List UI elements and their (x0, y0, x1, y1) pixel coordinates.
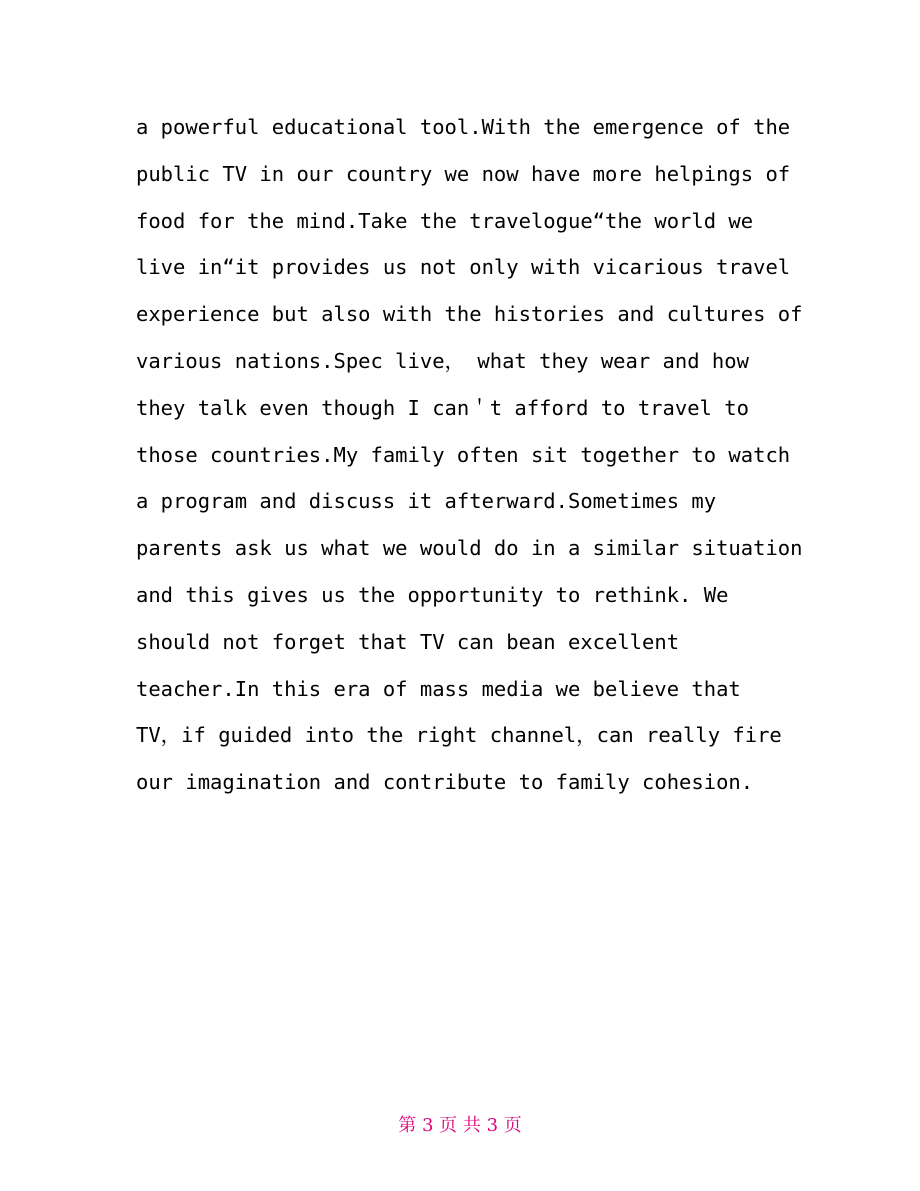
text-line: our imagination and contribute to family cohesion. (136, 770, 754, 795)
page-footer (0, 1112, 920, 1140)
text-line: various nations.Spec live， what they wear and how (136, 348, 749, 373)
text-line: they talk even though I can＇t afford to travel to (136, 395, 749, 420)
text-line: teacher.In this era of mass media we believe that (136, 676, 741, 701)
text-line: a powerful educational tool.With the emergence of the (136, 115, 791, 139)
text-line: a program and discuss it afterward.Sometimes my (136, 489, 717, 514)
text-line: parents ask us what we would do in a similar situation (136, 536, 803, 561)
text-line: live in“it provides us not only with vicarious travel (136, 255, 791, 280)
text-line: food for the mind.Take the travelogue“the world we (136, 208, 754, 233)
text-line: those countries.My family often sit together to watch (136, 442, 791, 467)
text-line: public TV in our country we now have more helpings of (136, 161, 791, 186)
page-number-label: 第 3 页 共 3 页 (398, 1115, 522, 1136)
text-line: should not forget that TV can bean excellent (136, 629, 680, 654)
text-line: and this gives us the opportunity to rethink. We (136, 582, 729, 607)
text-line: TV，if guided into the right channel，can really fire (136, 723, 782, 748)
text-line: experience but also with the histories and cultures of (136, 302, 803, 327)
document-body (136, 104, 836, 806)
